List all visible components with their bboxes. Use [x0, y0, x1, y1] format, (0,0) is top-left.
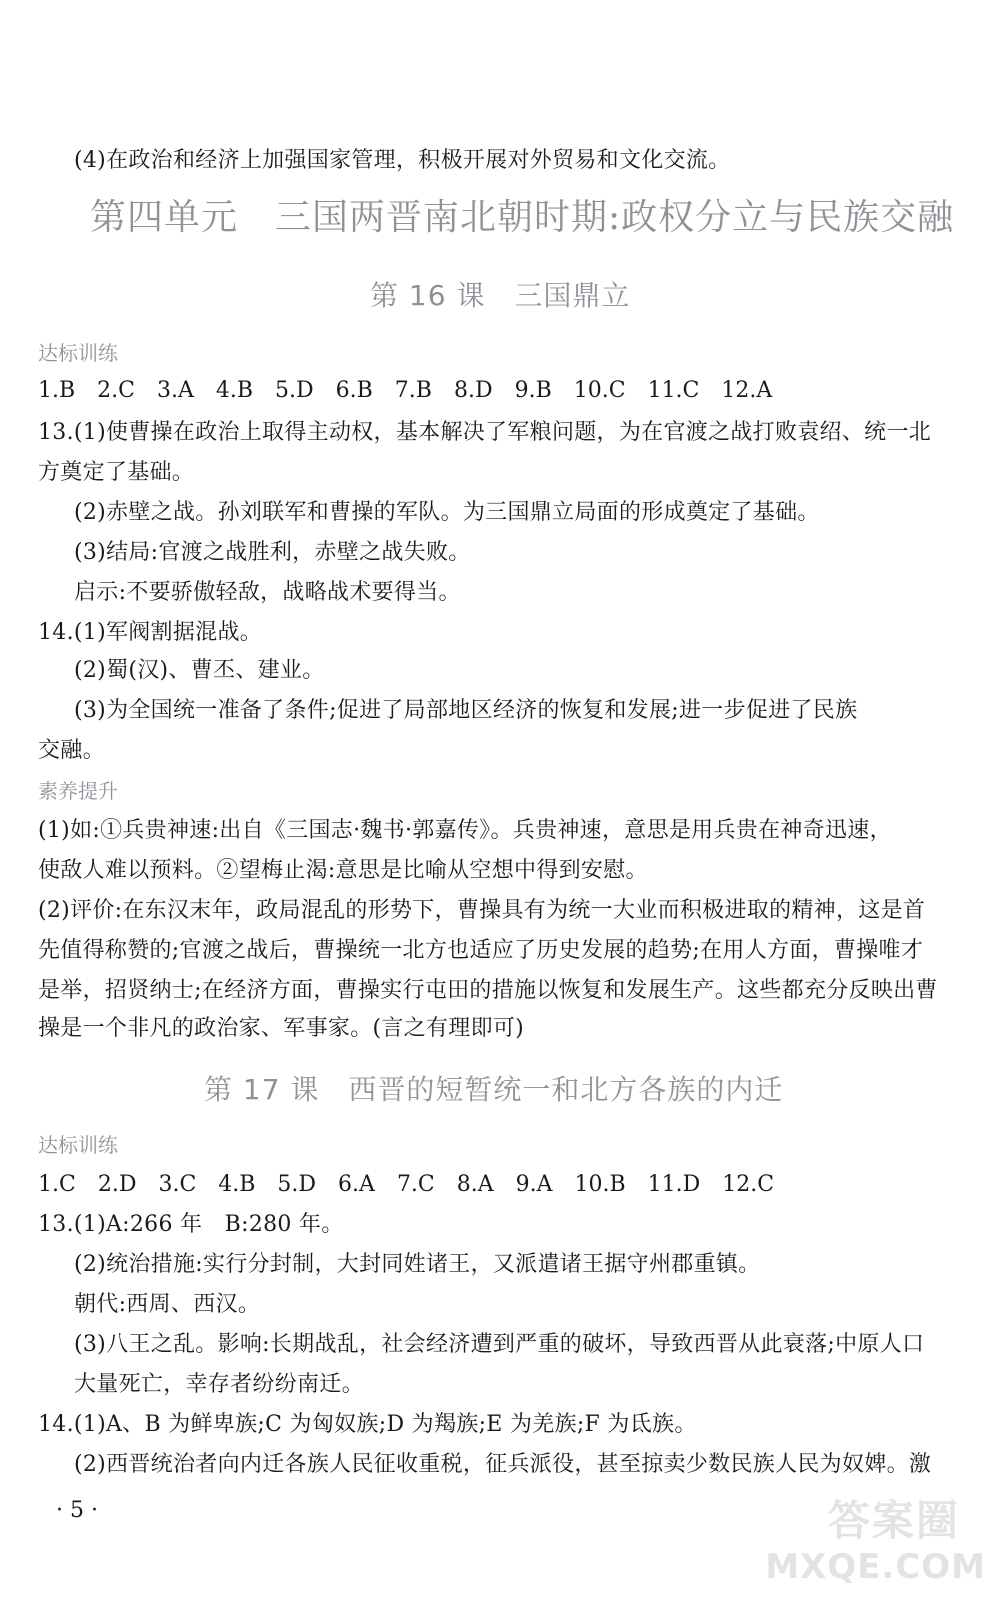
answer-line: (3)为全国统一准备了条件;促进了局部地区经济的恢复和发展;进一步促进了民族	[74, 698, 858, 723]
watermark-text-top: 答案圈	[827, 1496, 960, 1545]
answer-line: 14.(1)A、B 为鲜卑族;C 为匈奴族;D 为羯族;E 为羌族;F 为氐族。	[38, 1412, 697, 1437]
answer-line: (3)结局:官渡之战胜利，赤壁之战失败。	[74, 540, 471, 565]
answer-line: 先值得称赞的;官渡之战后，曹操统一北方也适应了历史发展的趋势;在用人方面，曹操唯才	[38, 938, 924, 963]
watermark-text-bottom: MXQE.COM	[765, 1547, 986, 1587]
page-number: · 5 ·	[56, 1498, 98, 1523]
section-label-training: 达标训练	[38, 341, 118, 365]
lesson-16-title: 第 16 课 三国鼎立	[370, 279, 631, 312]
answer-line: 启示:不要骄傲轻敌，战略战术要得当。	[74, 580, 461, 605]
answer-line: (4)在政治和经济上加强国家管理，积极开展对外贸易和文化交流。	[74, 148, 731, 173]
answer-line: 14.(1)军阀割据混战。	[38, 620, 263, 645]
answer-line: (2)赤壁之战。孙刘联军和曹操的军队。为三国鼎立局面的形成奠定了基础。	[74, 500, 820, 525]
choice-answers: 1.C 2.D 3.C 4.B 5.D 6.A 7.C 8.A 9.A 10.B 11.D 12.C	[38, 1172, 775, 1197]
answer-line: 大量死亡，幸存者纷纷南迁。	[74, 1372, 364, 1397]
answer-line: (2)西晋统治者向内迁各族人民征收重税，征兵派役，甚至掠卖少数民族人民为奴婢。激	[74, 1452, 932, 1477]
answer-line: 交融。	[38, 738, 105, 763]
answer-line: 操是一个非凡的政治家、军事家。(言之有理即可)	[38, 1016, 525, 1041]
lesson-17-title: 第 17 课 西晋的短暂统一和北方各族的内迁	[204, 1073, 784, 1106]
watermark-logo	[750, 1494, 986, 1594]
answer-line: 是举，招贤纳士;在经济方面，曹操实行屯田的措施以恢复和发展生产。这些都充分反映出曹	[38, 978, 938, 1003]
unit-title: 第四单元 三国两晋南北朝时期:政权分立与民族交融	[90, 197, 955, 238]
section-label-training: 达标训练	[38, 1133, 118, 1157]
answer-line: (2)评价:在东汉末年，政局混乱的形势下，曹操具有为统一大业而积极进取的精神，这是首	[38, 898, 926, 923]
section-label-improvement: 素养提升	[38, 779, 118, 803]
answer-line: (3)八王之乱。影响:长期战乱，社会经济遭到严重的破坏，导致西晋从此衰落;中原人口	[74, 1332, 925, 1357]
answer-line: (2)蜀(汉)、曹丕、建业。	[74, 658, 325, 683]
answer-line: 方奠定了基础。	[38, 460, 195, 485]
answer-line: 使敌人难以预料。②望梅止渴:意思是比喻从空想中得到安慰。	[38, 858, 648, 883]
answer-line: (2)统治措施:实行分封制，大封同姓诸王，又派遣诸王据守州郡重镇。	[74, 1252, 761, 1277]
answer-line: 13.(1)A:266 年 B:280 年。	[38, 1212, 344, 1237]
answer-line: (1)如:①兵贵神速:出自《三国志·魏书·郭嘉传》。兵贵神速，意思是用兵贵在神奇迅速，	[38, 818, 892, 843]
choice-answers: 1.B 2.C 3.A 4.B 5.D 6.B 7.B 8.D 9.B 10.C 11.C 12.A	[38, 378, 773, 403]
answer-line: 朝代:西周、西汉。	[74, 1292, 261, 1317]
answer-line: 13.(1)使曹操在政治上取得主动权，基本解决了军粮问题，为在官渡之战打败袁绍、统一北	[38, 420, 932, 445]
